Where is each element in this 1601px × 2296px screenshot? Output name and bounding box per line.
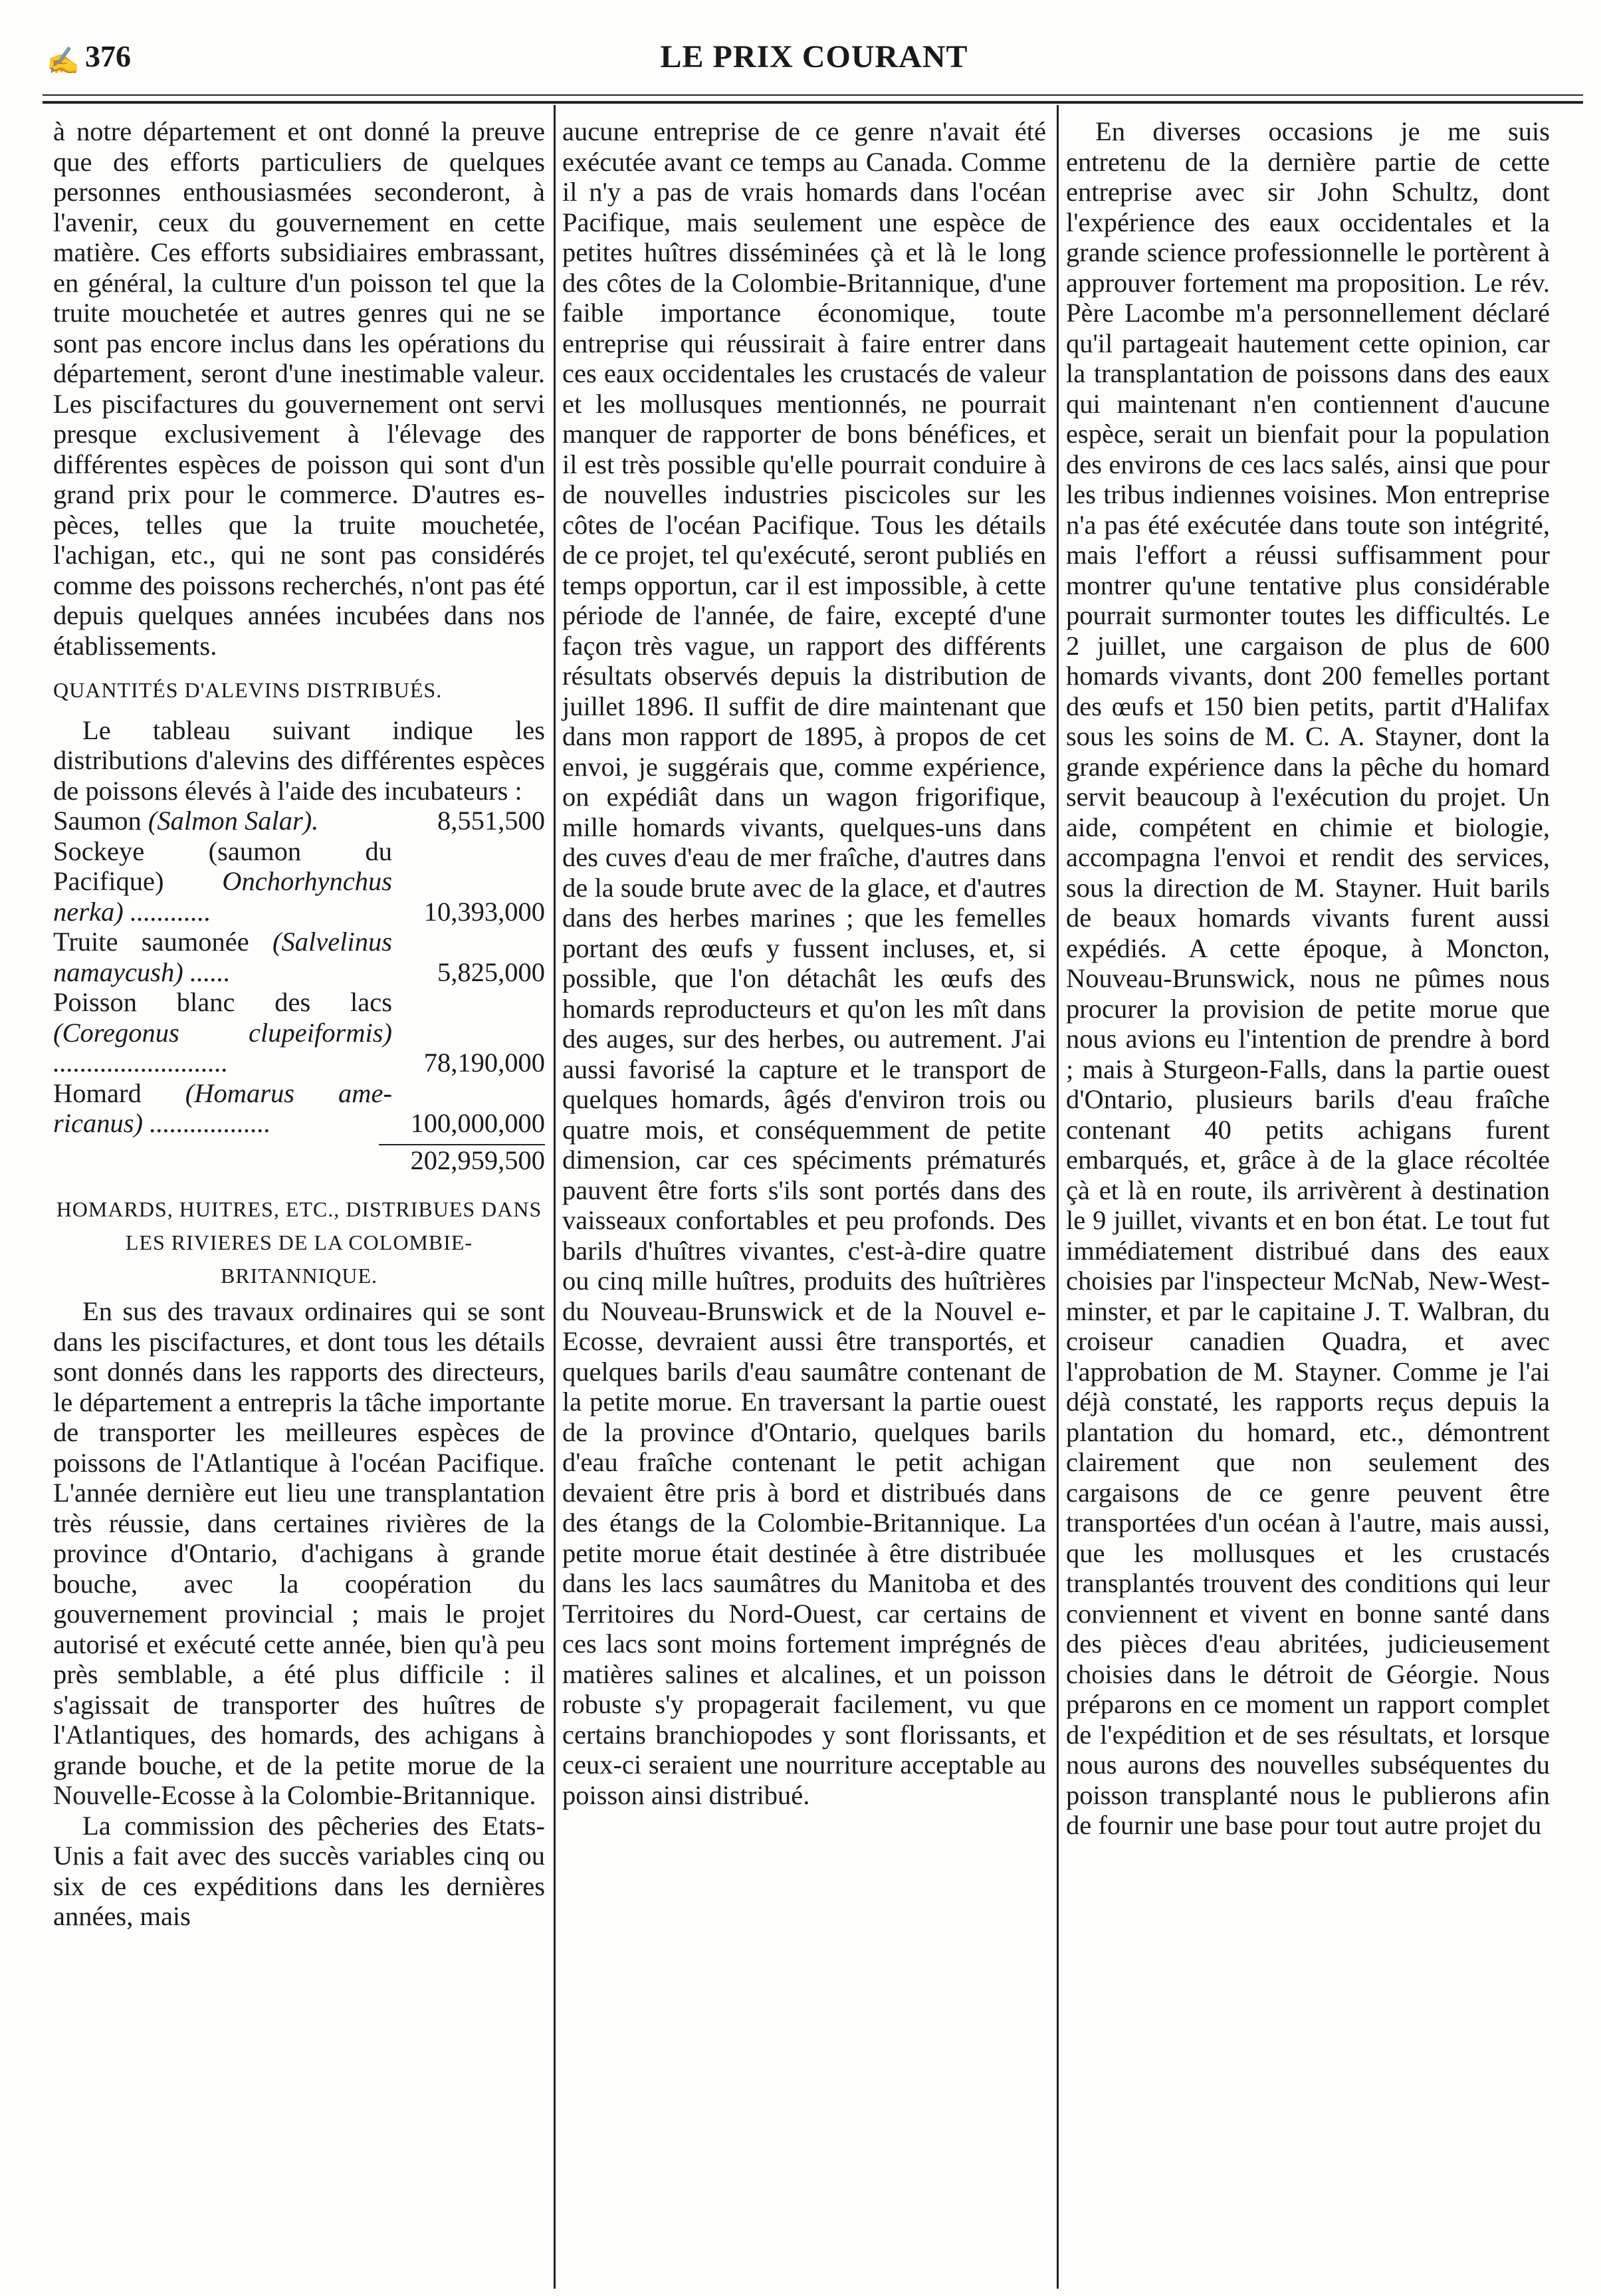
species-value: 100,000,000 [410, 1108, 545, 1138]
paragraph: La commission des pêcheries des Etats-Unis a fait avec des succès variables cinq ou six de ces expéditions dans les dernières années, mais [53, 1810, 545, 1931]
section-heading: HOMARDS, HUITRES, ETC., DISTRIBUES DANS LES RIVIERES DE LA COLOMBIE-BRITANNIQUE. [56, 1197, 542, 1288]
running-title: LE PRIX COURANT [660, 39, 968, 74]
table-row [53, 927, 545, 987]
paragraph: En diverses occasions je me suis entretenu de la dernière partie de cette entreprise avec sir John Schultz, dont l'expérience des eaux occidentales et la grande science professionnelle le portèrent à approuver fortement ma proposition. Le rév. Père Lacombe m'a personnellement déclaré qu'il partageait hautement cette opinion, car la transplantation de poissons dans des eaux qui maintenant n'en contiennent d'aucune espèce, serait un bienfait pour la population des environs de ces lacs salés, ainsi que pour les tribus indiennes voisines. Mon entreprise n'a pas été exécutée dans toute son intégrité, mais l'effort a réussi suffisamment pour montrer qu'une tentative plus considérable pourrait surmonter toutes les difficultés. Le 2 juillet, une cargaison de plus de 600 homards vivants, dont 200 femelles portant des œufs et 150 bien petits, partit d'Halifax sous les soins de M. C. A. Stayner, dont la grande expérience dans la pêche du homard servit beaucoup à l'exécution du projet. Un aide, compétent en chimie et biologie, accompagna l'envoi et rendit des services, sous la direction de M. Stayner. Huit barils de beaux homards vivants furent aussi expédiés. A cette époque, à Moncton, Nouveau-Brunswick, nous ne pûmes nous procurer la provision de petite morue que nous avions eu l'intention de prendre à bord ; mais à Sturgeon-Falls, dans la partie ouest d'Ontario, plusieurs barils d'eau fraîche contenant 40 petits achigans furent embarqués, et, grâce à de la glace récoltée çà et là en route, ils arrivèrent à destination le 9 juillet, vivants et en bon état. Le tout fut immédiatement distribué dans des eaux choisies par l'inspecteur McNab, New-Westminster, et par le capitaine J. T. Walbran, du croiseur canadien Quadra, et avec l'approbation de M. Stayner. Comme je l'ai déjà constaté, les rapports reçus depuis la plantation du homard, etc., démontrent clairement que non seulement des cargaisons de ce genre peuvent être transportées d'un océan à l'autre, mais aussi, que les mollusques et les crustacés transplantés trouvent des conditions qui leur conviennent et vivent en bonne santé dans des pièces d'eau abritées, judicieusement choisies dans le détroit de Géorgie. Nous préparons en ce moment un rapport complet de l'expédition et de ses résultats, et lorsque nous aurons des nouvelles subséquentes du poisson transplanté nous le publierons afin de fournir une base pour tout autre projet du [1066, 116, 1550, 1840]
column-1 [53, 116, 545, 1932]
species-value: 8,551,500 [437, 806, 545, 836]
species-value: 10,393,000 [423, 896, 545, 927]
species-name: Poisson blanc des lacs [53, 987, 392, 1017]
column-3 [1066, 116, 1550, 1841]
column-2 [562, 116, 1046, 1810]
species-latin: (Homarus americanus) .................. [53, 1078, 393, 1138]
column-divider-2 [1057, 105, 1059, 2289]
paragraph: Le tableau suivant indique les distributions d'alevins des différentes espèces de poissons élevés à l'aide des incubateurs : [53, 715, 545, 806]
table-row [53, 987, 545, 1078]
header-rule-thick [43, 101, 1583, 104]
header-rule-thin [43, 94, 1583, 96]
section-heading: QUANTITÉS D'ALEVINS DISTRIBUÉS. [53, 678, 443, 702]
table-row [53, 1078, 545, 1139]
column-divider-1 [554, 105, 556, 2289]
page-header [47, 39, 1582, 85]
table-total: 202,959,500 [410, 1145, 545, 1175]
species-latin: Onchorhynchus nerka) ............ [53, 866, 392, 927]
page-number: 376 [85, 39, 131, 73]
margin-mark: ✍ [47, 46, 80, 76]
species-name: Saumon [53, 806, 142, 836]
species-latin: (Salmon Salar). [148, 806, 319, 836]
table-row [53, 836, 545, 927]
paragraph: aucune entreprise de ce genre n'avait été exécutée avant ce temps au Canada. Comme il n'y a pas de vrais homards dans l'océan Pacifique, mais seulement une espèce de petites huîtres disséminées çà et là le long des côtes de la Colombie-Britannique, d'une faible importance économique, toute entreprise qui réussirait à faire entrer dans ces eaux occidentales les crustacés de valeur et les mollusques mentionnés, ne pourrait manquer de rapporter de bons bénéfices, et il est très possible qu'elle pourrait conduire à de nouvelles industries piscicoles sur les côtes de l'océan Pacifique. Tous les détails de ce projet, tel qu'exécuté, seront publiés en temps opportun, car il est impossible, à cette période de l'année, de faire, excepté d'une façon très vague, un rapport des différents résultats observés depuis la distribution de juillet 1896. Il suffit de dire maintenant que dans mon rapport de 1895, à propos de cet envoi, je suggérais que, comme expérience, on expédiât dans un wagon frigorifique, mille homards vivants, quelques-uns dans des cuves d'eau de mer fraîche, d'autres dans de la soude brute avec de la glace, et d'autres dans des herbes marines ; que les femelles portant des œufs y fussent incluses, et, si possible, que l'on détachât les œufs des homards reproducteurs et qu'on les mît dans des auges, sur des herbes, ou autrement. J'ai aussi favorisé la capture et le transport de quelques homards, âgés d'environ trois ou quatre mois, et conséquemment de petite dimension, car ces spéciments prématurés pauvent être forts s'ils sont portés dans des vaisseaux confortables et peu profonds. Des barils d'huîtres vivantes, c'est-à-dire quatre ou cinq mille huîtres, produits des huîtrières du Nouveau-Brunswick et de la Nouvel e-Ecosse, devraient aussi être transportés, et quelques barils d'eau saumâtre contenant de la petite morue. En traversant la partie ouest de la province d'Ontario, quelques barils d'eau fraîche contenant le petit achigan devaient être pris à bord et distribués dans des étangs de la Colombie-Britannique. La petite morue était destinée à être distribuée dans les lacs saumâtres du Manitoba et des Territoires du Nord-Ouest, car certains de ces lacs sont moins fortement imprégnés de matières salines et alcalines, et un poisson robuste s'y propagerait facilement, vu que certains branchiopodes y sont florissants, et ceux-ci seraient une nourriture acceptable au poisson ainsi distribué. [562, 116, 1046, 1810]
distribution-table [53, 806, 545, 1139]
paragraph: à notre département et ont donné la preuve que des efforts particuliers de quelques personnes enthousiasmées seconderont, à l'avenir, ceux du gouvernement en cette matière. Ces efforts subsidiaires embrassant, en général, la culture d'un poisson tel que la truite mouchetée et autres genres qui ne se sont pas encore inclus dans les opérations du département, seront d'une inestimable valeur. Les piscifactures du gouvernement ont servi presque exclusivement à l'élevage des différentes espèces de poisson qui sont d'un grand prix pour le commerce. D'autres espèces, telles que la truite mouchetée, l'achigan, etc., qui ne sont pas considérés comme des poissons recherchés, n'ont pas été depuis quelques années incubées dans nos établissements. [53, 116, 545, 661]
species-name: Sockeye (saumon du Pacifique) [53, 836, 392, 896]
paragraph: En sus des travaux ordinaires qui se sont dans les piscifactures, et dont tous les détails sont donnés dans les rapports des directeurs, le département a entrepris la tâche importante de transporter les meilleures espèces de poissons de l'Atlantique à l'océan Pacifique. L'année dernière eut lieu une transplantation très réussie, dans certaines rivières de la province d'Ontario, d'achigans à grande bouche, avec la coopération du gouvernement provincial ; mais le projet autorisé et exécuté cette année, bien qu'à peu près semblable, a été plus difficile : il s'agissait de transporter des huîtres de l'Atlantiques, des homards, des achigans à grande bouche, et de la petite morue de la Nouvelle-Ecosse à la Colombie-Britannique. [53, 1296, 545, 1810]
species-latin: (Salvelinus namaycush) ...... [53, 927, 392, 987]
species-name: Truite saumonée [53, 927, 249, 957]
species-latin: (Coregonus clupeiformis) .......................... [53, 1017, 392, 1078]
species-name: Homard [53, 1078, 142, 1108]
table-row [53, 806, 545, 836]
species-value: 5,825,000 [437, 957, 545, 987]
species-value: 78,190,000 [423, 1048, 545, 1078]
